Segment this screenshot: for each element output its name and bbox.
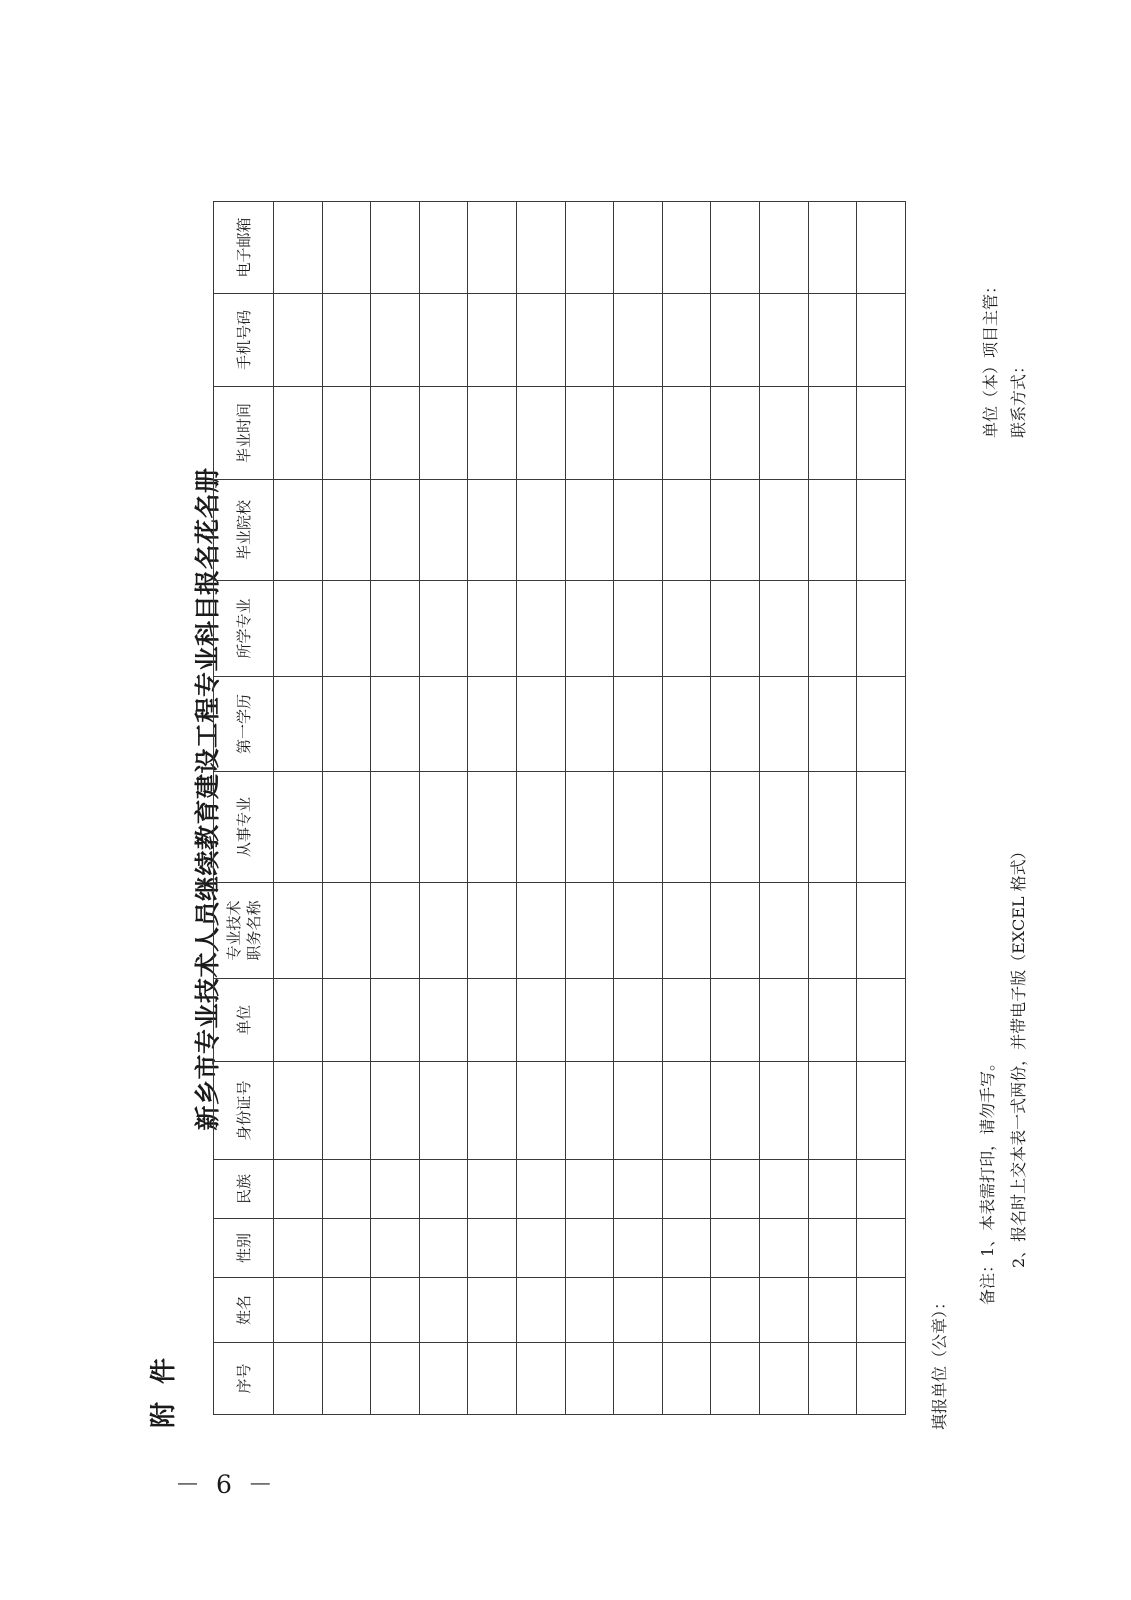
table-cell[interactable] — [759, 202, 808, 294]
table-cell[interactable] — [711, 202, 760, 294]
table-cell[interactable] — [468, 1062, 517, 1160]
table-cell[interactable] — [662, 1343, 711, 1415]
table-cell[interactable] — [468, 202, 517, 294]
table-cell[interactable] — [857, 1343, 906, 1415]
table-cell[interactable] — [808, 480, 857, 581]
table-cell[interactable] — [614, 387, 663, 480]
column-header: 手机号码 — [214, 294, 274, 387]
table-cell[interactable] — [419, 1219, 468, 1278]
table-cell[interactable] — [274, 1160, 323, 1219]
table-row — [662, 202, 711, 1415]
table-cell[interactable] — [371, 294, 420, 387]
table-cell[interactable] — [565, 883, 614, 979]
table-cell[interactable] — [808, 1062, 857, 1160]
table-cell[interactable] — [711, 1278, 760, 1343]
table-cell[interactable] — [516, 677, 565, 772]
table-cell[interactable] — [614, 1062, 663, 1160]
table-row — [516, 202, 565, 1415]
table-cell[interactable] — [274, 202, 323, 294]
table-cell[interactable] — [565, 294, 614, 387]
filler-unit-label: 填报单位（公章）： — [930, 1293, 949, 1430]
unit-manager-label: 单位（本）项目主管： — [981, 277, 1000, 438]
table-cell[interactable] — [759, 1160, 808, 1219]
column-header: 民族 — [214, 1160, 274, 1219]
table-cell[interactable] — [468, 979, 517, 1062]
table-cell[interactable] — [468, 1160, 517, 1219]
table-cell[interactable] — [857, 1062, 906, 1160]
table-cell[interactable] — [274, 1278, 323, 1343]
table-cell[interactable] — [322, 1343, 371, 1415]
table-cell[interactable] — [614, 202, 663, 294]
table-cell[interactable] — [857, 480, 906, 581]
table-cell[interactable] — [614, 1219, 663, 1278]
table-cell[interactable] — [662, 677, 711, 772]
table-cell[interactable] — [419, 883, 468, 979]
table-cell[interactable] — [857, 202, 906, 294]
table-cell[interactable] — [759, 1278, 808, 1343]
table-cell[interactable] — [371, 1219, 420, 1278]
table-row — [468, 202, 517, 1415]
table-cell[interactable] — [274, 1219, 323, 1278]
table-cell[interactable] — [468, 883, 517, 979]
table-cell[interactable] — [759, 387, 808, 480]
table-cell[interactable] — [419, 1343, 468, 1415]
table-body — [274, 202, 906, 1415]
table-row — [371, 202, 420, 1415]
table-cell[interactable] — [516, 1278, 565, 1343]
table-cell[interactable] — [274, 480, 323, 581]
table-cell[interactable] — [711, 772, 760, 883]
table-cell[interactable] — [468, 1278, 517, 1343]
table-cell[interactable] — [516, 202, 565, 294]
table-cell[interactable] — [322, 294, 371, 387]
table-cell[interactable] — [516, 772, 565, 883]
table-cell[interactable] — [565, 387, 614, 480]
column-header: 专业技术职务名称 — [214, 883, 274, 979]
table-cell[interactable] — [371, 772, 420, 883]
table-cell[interactable] — [322, 480, 371, 581]
table-cell[interactable] — [322, 772, 371, 883]
column-header: 从事专业 — [214, 772, 274, 883]
table-cell[interactable] — [711, 1160, 760, 1219]
table-cell[interactable] — [322, 677, 371, 772]
table-cell[interactable] — [419, 772, 468, 883]
table-cell[interactable] — [516, 1219, 565, 1278]
table-cell[interactable] — [711, 1062, 760, 1160]
table-cell[interactable] — [614, 883, 663, 979]
table-cell[interactable] — [516, 1062, 565, 1160]
table-cell[interactable] — [808, 1278, 857, 1343]
column-header: 第一学历 — [214, 677, 274, 772]
table-cell[interactable] — [371, 1062, 420, 1160]
table-cell[interactable] — [808, 883, 857, 979]
table-cell[interactable] — [857, 979, 906, 1062]
table-cell[interactable] — [711, 387, 760, 480]
table-cell[interactable] — [274, 1343, 323, 1415]
table-cell[interactable] — [468, 1343, 517, 1415]
table-cell[interactable] — [614, 1343, 663, 1415]
table-cell[interactable] — [808, 1343, 857, 1415]
table-row — [614, 202, 663, 1415]
table-cell[interactable] — [857, 294, 906, 387]
table-row — [857, 202, 906, 1415]
note-line-1: 备注：1、本表需打印，请勿手写。 — [978, 1054, 997, 1305]
table-cell[interactable] — [662, 1160, 711, 1219]
table-cell[interactable] — [565, 979, 614, 1062]
table-cell[interactable] — [565, 1278, 614, 1343]
table-cell[interactable] — [565, 480, 614, 581]
table-cell[interactable] — [322, 883, 371, 979]
table-cell[interactable] — [322, 1278, 371, 1343]
table-row — [322, 202, 371, 1415]
table-cell[interactable] — [711, 1343, 760, 1415]
table-cell[interactable] — [274, 979, 323, 1062]
table-cell[interactable] — [857, 581, 906, 677]
table-cell[interactable] — [759, 1062, 808, 1160]
table-cell[interactable] — [565, 581, 614, 677]
table-cell[interactable] — [468, 772, 517, 883]
table-cell[interactable] — [857, 772, 906, 883]
note-line-2: 2、报名时上交本表一式两份，并带电子版（EXCEL 格式） — [1009, 843, 1028, 1268]
table-row — [419, 202, 468, 1415]
attachment-label: 附件 — [149, 1339, 179, 1428]
table-cell[interactable] — [857, 387, 906, 480]
table-cell[interactable] — [662, 387, 711, 480]
table-cell[interactable] — [662, 202, 711, 294]
table-cell[interactable] — [711, 294, 760, 387]
table-cell[interactable] — [371, 677, 420, 772]
column-header: 电子邮箱 — [214, 202, 274, 294]
table-cell[interactable] — [468, 581, 517, 677]
table-cell[interactable] — [516, 387, 565, 480]
table-cell[interactable] — [274, 581, 323, 677]
column-header: 毕业院校 — [214, 480, 274, 581]
table-cell[interactable] — [371, 1160, 420, 1219]
table-cell[interactable] — [759, 480, 808, 581]
table-cell[interactable] — [565, 677, 614, 772]
table-cell[interactable] — [565, 1343, 614, 1415]
table-cell[interactable] — [662, 294, 711, 387]
table-cell[interactable] — [614, 480, 663, 581]
table-cell[interactable] — [274, 772, 323, 883]
table-cell[interactable] — [516, 883, 565, 979]
table-cell[interactable] — [565, 1219, 614, 1278]
table-cell[interactable] — [468, 480, 517, 581]
table-cell[interactable] — [371, 1278, 420, 1343]
title-text: 新乡市专业技术人员继续教育建设工程专业科目报名花名册 — [193, 467, 222, 1131]
table-cell[interactable] — [419, 1062, 468, 1160]
table-cell[interactable] — [759, 1343, 808, 1415]
table-row — [565, 202, 614, 1415]
table-cell[interactable] — [322, 1160, 371, 1219]
table-cell[interactable] — [419, 979, 468, 1062]
table-cell[interactable] — [468, 677, 517, 772]
table-cell[interactable] — [711, 581, 760, 677]
table-cell[interactable] — [808, 772, 857, 883]
table-cell[interactable] — [857, 677, 906, 772]
table-row — [711, 202, 760, 1415]
table-cell[interactable] — [808, 1219, 857, 1278]
registration-table-container — [213, 202, 905, 1415]
table-cell[interactable] — [516, 581, 565, 677]
table-cell[interactable] — [614, 677, 663, 772]
table-cell[interactable] — [857, 1160, 906, 1219]
table-cell[interactable] — [711, 677, 760, 772]
table-cell[interactable] — [759, 581, 808, 677]
table-cell[interactable] — [808, 1160, 857, 1219]
table-cell[interactable] — [419, 480, 468, 581]
column-header: 序号 — [214, 1343, 274, 1415]
table-cell[interactable] — [808, 677, 857, 772]
table-cell[interactable] — [662, 581, 711, 677]
table-cell[interactable] — [516, 294, 565, 387]
table-cell[interactable] — [371, 1343, 420, 1415]
table-cell[interactable] — [614, 1278, 663, 1343]
table-cell[interactable] — [468, 294, 517, 387]
table-cell[interactable] — [516, 480, 565, 581]
table-row — [274, 202, 323, 1415]
table-cell[interactable] — [371, 883, 420, 979]
table-cell[interactable] — [565, 772, 614, 883]
table-cell[interactable] — [322, 387, 371, 480]
table-cell[interactable] — [662, 1219, 711, 1278]
table-cell[interactable] — [274, 677, 323, 772]
table-cell[interactable] — [711, 883, 760, 979]
column-header: 身份证号 — [214, 1062, 274, 1160]
table-cell[interactable] — [808, 387, 857, 480]
column-header: 姓名 — [214, 1278, 274, 1343]
table-cell[interactable] — [419, 387, 468, 480]
table-cell[interactable] — [516, 1160, 565, 1219]
table-cell[interactable] — [565, 1062, 614, 1160]
table-cell[interactable] — [371, 202, 420, 294]
column-header: 毕业时间 — [214, 387, 274, 480]
table-cell[interactable] — [808, 581, 857, 677]
table-cell[interactable] — [468, 1219, 517, 1278]
table-cell[interactable] — [759, 677, 808, 772]
table-cell[interactable] — [808, 202, 857, 294]
column-header: 所学专业 — [214, 581, 274, 677]
table-cell[interactable] — [662, 979, 711, 1062]
table-cell[interactable] — [516, 1343, 565, 1415]
table-cell[interactable] — [662, 1062, 711, 1160]
table-cell[interactable] — [468, 387, 517, 480]
table-cell[interactable] — [371, 480, 420, 581]
table-cell[interactable] — [516, 979, 565, 1062]
table-cell[interactable] — [711, 480, 760, 581]
table-cell[interactable] — [371, 581, 420, 677]
table-cell[interactable] — [662, 772, 711, 883]
table-cell[interactable] — [614, 294, 663, 387]
table-cell[interactable] — [322, 202, 371, 294]
page-number: － 6 － — [175, 1470, 277, 1499]
column-header: 单位 — [214, 979, 274, 1062]
table-cell[interactable] — [662, 883, 711, 979]
table-cell[interactable] — [614, 581, 663, 677]
table-row — [808, 202, 857, 1415]
table-cell[interactable] — [857, 883, 906, 979]
table-cell[interactable] — [371, 979, 420, 1062]
table-cell[interactable] — [274, 294, 323, 387]
table-cell[interactable] — [322, 1219, 371, 1278]
table-cell[interactable] — [565, 1160, 614, 1219]
table-cell[interactable] — [322, 581, 371, 677]
table-cell[interactable] — [565, 202, 614, 294]
table-cell[interactable] — [419, 202, 468, 294]
table-cell[interactable] — [419, 677, 468, 772]
table-cell[interactable] — [322, 979, 371, 1062]
table-cell[interactable] — [759, 772, 808, 883]
table-cell[interactable] — [808, 979, 857, 1062]
table-cell[interactable] — [614, 772, 663, 883]
table-cell[interactable] — [371, 387, 420, 480]
table-cell[interactable] — [662, 480, 711, 581]
table-cell[interactable] — [857, 1278, 906, 1343]
table-cell[interactable] — [759, 1219, 808, 1278]
table-cell[interactable] — [419, 1278, 468, 1343]
table-cell[interactable] — [419, 294, 468, 387]
table-cell[interactable] — [419, 581, 468, 677]
table-cell[interactable] — [759, 979, 808, 1062]
table-cell[interactable] — [614, 1160, 663, 1219]
table-cell[interactable] — [274, 1062, 323, 1160]
contact-label: 联系方式： — [1009, 357, 1028, 438]
table-cell[interactable] — [662, 1278, 711, 1343]
table-cell[interactable] — [419, 1160, 468, 1219]
table-cell[interactable] — [808, 294, 857, 387]
table-cell[interactable] — [759, 294, 808, 387]
table-cell[interactable] — [614, 979, 663, 1062]
table-cell[interactable] — [711, 979, 760, 1062]
table-header-row — [214, 202, 274, 1415]
table-cell[interactable] — [759, 883, 808, 979]
table-cell[interactable] — [274, 883, 323, 979]
column-header: 性别 — [214, 1219, 274, 1278]
table-row — [759, 202, 808, 1415]
table-cell[interactable] — [322, 1062, 371, 1160]
registration-table — [213, 201, 906, 1415]
table-cell[interactable] — [711, 1219, 760, 1278]
table-cell[interactable] — [857, 1219, 906, 1278]
table-cell[interactable] — [274, 387, 323, 480]
